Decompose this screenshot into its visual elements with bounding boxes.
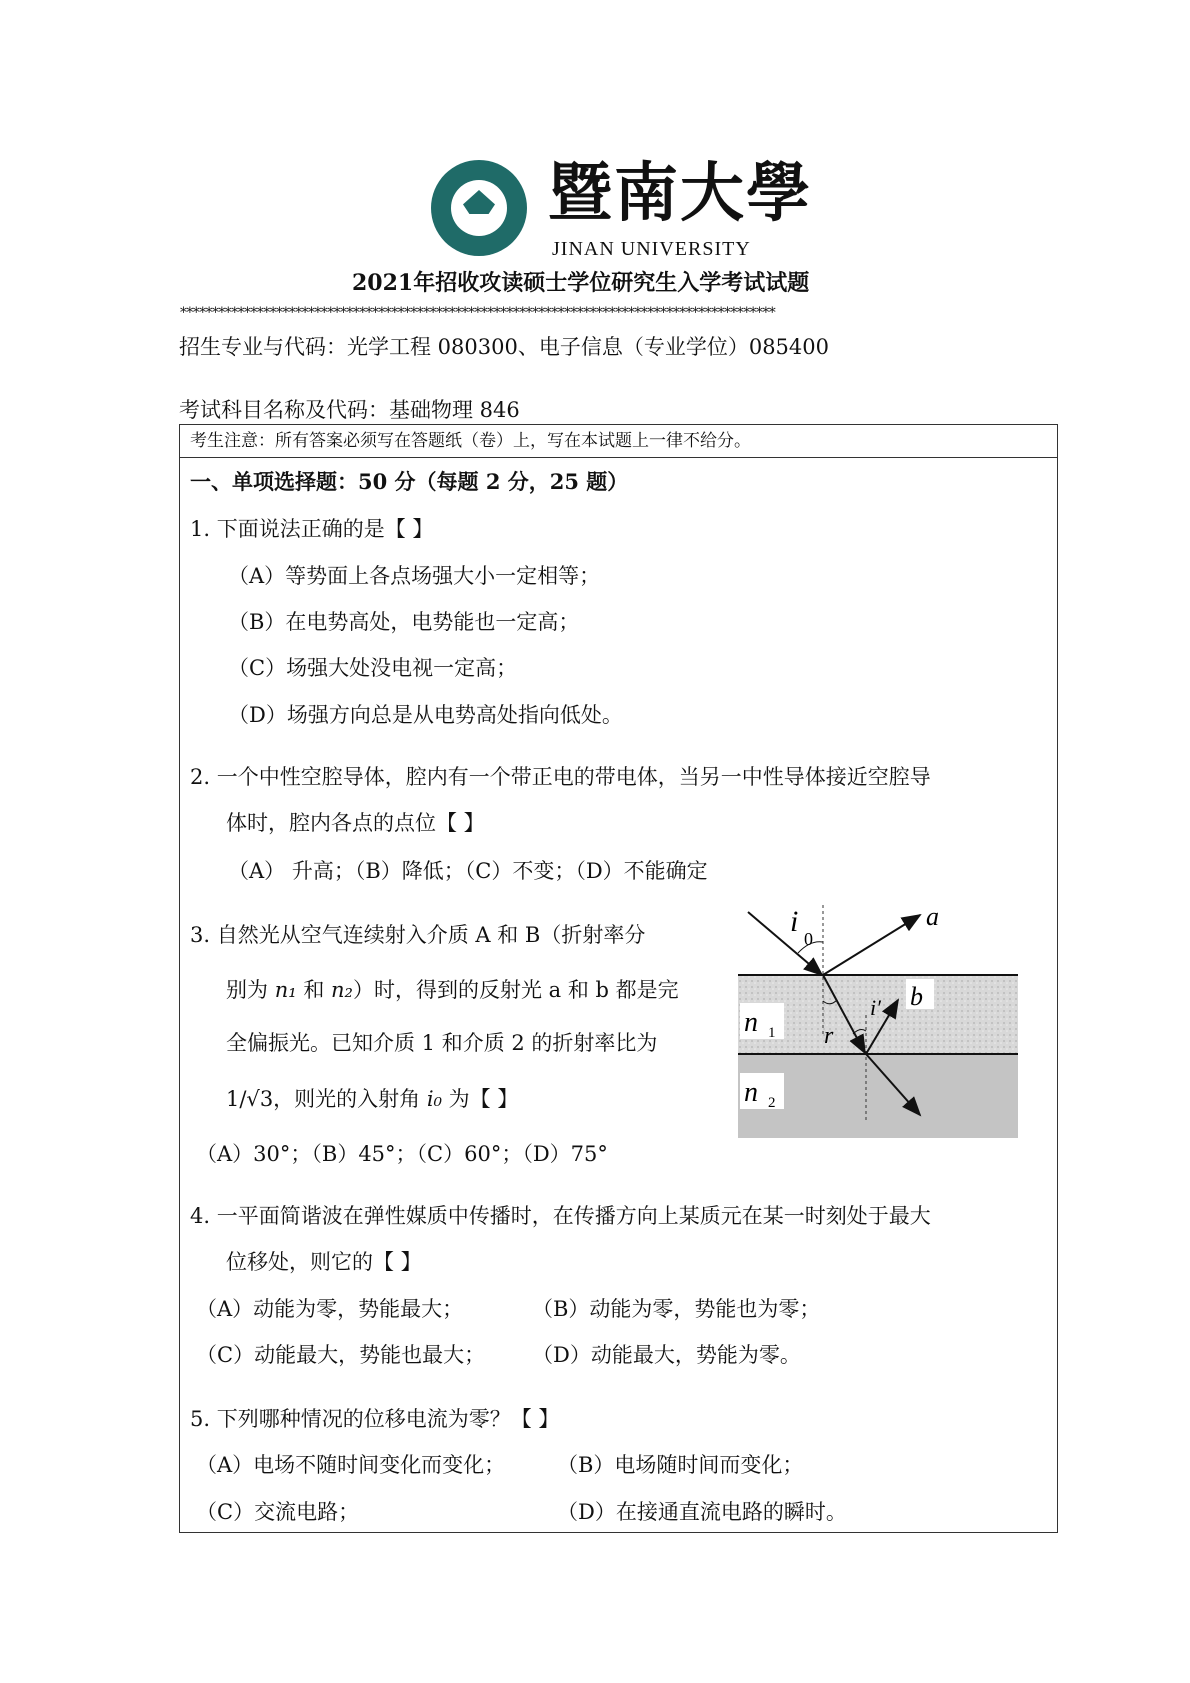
label-r: r <box>824 1023 834 1049</box>
refraction-diagram <box>720 895 1020 1145</box>
q3-options: （A）30°；（B）45°；（C）60°；（D）75° <box>196 1142 608 1166</box>
q3-stem-line4: 1/√3，则光的入射角 i₀ 为【 】 <box>226 1087 519 1111</box>
notice: 考生注意：所有答案必须写在答题纸（卷）上，写在本试题上一律不给分。 <box>190 431 751 451</box>
exam-title: 2021年招收攻读硕士学位研究生入学考试试题 <box>352 270 810 296</box>
subject-code: 考试科目名称及代码：基础物理 846 <box>179 398 520 422</box>
q2-stem-line2: 体时，腔内各点的点位【 】 <box>226 811 485 835</box>
q5-stem: 5. 下列哪种情况的位移电流为零？【 】 <box>190 1407 560 1431</box>
university-name-logo: 暨南大學 <box>548 156 812 231</box>
q2-options: （A） 升高；（B）降低；（C）不变；（D）不能确定 <box>228 859 708 883</box>
q1-option-a: （A）等势面上各点场强大小一定相等； <box>228 564 601 588</box>
reflected-ray-a <box>823 915 920 975</box>
q1-option-c: （C）场强大处没电视一定高； <box>228 656 518 680</box>
q5-option-c: （C）交流电路； <box>196 1500 360 1524</box>
q4-stem-line1: 4. 一平面简谐波在弹性媒质中传播时，在传播方向上某质元在某一时刻处于最大 <box>190 1204 931 1228</box>
q4-option-d: （D）动能最大，势能为零。 <box>532 1343 801 1367</box>
section-heading: 一、单项选择题：50 分（每题 2 分，25 题） <box>190 469 629 494</box>
q3-stem-line2: 别为 n₁ 和 n₂）时，得到的反射光 a 和 b 都是完 <box>226 978 679 1002</box>
university-name-en: JINAN UNIVERSITY <box>552 238 751 260</box>
label-n2: n <box>744 1077 758 1108</box>
q2-stem-line1: 2. 一个中性空腔导体，腔内有一个带正电的带电体，当另一中性导体接近空腔导 <box>190 765 931 789</box>
major-code: 招生专业与代码：光学工程 080300、电子信息（专业学位）085400 <box>179 335 830 359</box>
star-divider: ********************************************************************************************* <box>180 305 776 321</box>
q3-stem-line3: 全偏振光。已知介质 1 和介质 2 的折射率比为 <box>226 1031 658 1055</box>
label-n2-sub: 2 <box>768 1095 776 1111</box>
q5-option-d: （D）在接通直流电路的瞬时。 <box>557 1500 847 1524</box>
q4-option-a: （A）动能为零，势能最大； <box>196 1297 464 1321</box>
label-n1-sub: 1 <box>768 1025 776 1041</box>
label-i0-sub: 0 <box>804 929 813 949</box>
q1-option-d: （D）场强方向总是从电势高处指向低处。 <box>228 703 623 727</box>
q3-stem-line1: 3. 自然光从空气连续射入介质 A 和 B（折射率分 <box>190 923 646 947</box>
label-i0: i <box>790 905 799 938</box>
label-b: b <box>910 982 923 1011</box>
q5-option-b: （B）电场随时间而变化； <box>557 1453 804 1477</box>
q1-stem: 1. 下面说法正确的是【 】 <box>190 517 434 541</box>
q1-option-b: （B）在电势高处，电势能也一定高； <box>228 610 580 634</box>
notice-divider <box>179 457 1058 458</box>
q4-stem-line2: 位移处，则它的【 】 <box>226 1250 422 1274</box>
label-n1: n <box>744 1007 758 1038</box>
label-a: a <box>926 902 939 931</box>
label-i-prime: i′ <box>870 995 881 1020</box>
q4-option-b: （B）动能为零，势能也为零； <box>532 1297 821 1321</box>
q5-option-a: （A）电场不随时间变化而变化； <box>196 1453 506 1477</box>
q4-option-c: （C）动能最大，势能也最大； <box>196 1343 486 1367</box>
university-seal-logo <box>431 160 527 256</box>
